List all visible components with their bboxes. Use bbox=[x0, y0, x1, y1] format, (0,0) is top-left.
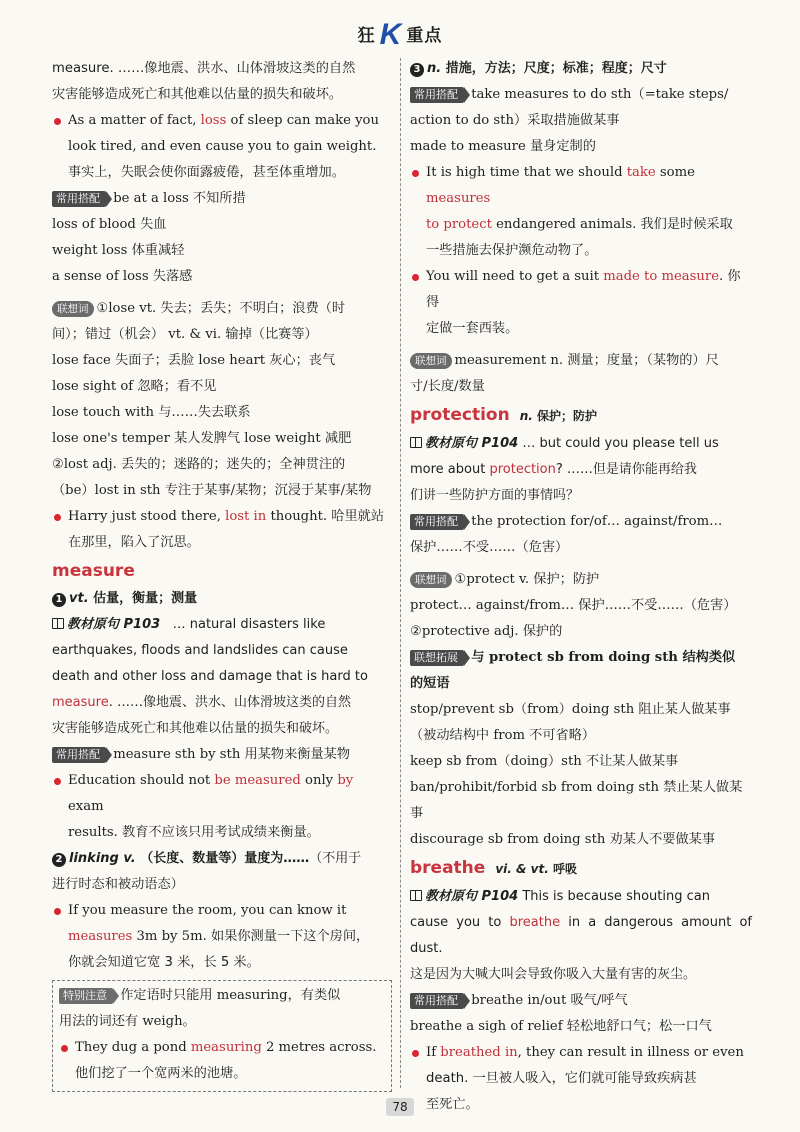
header-left: 狂 bbox=[357, 26, 376, 46]
right-column: 3 n. 措施，方法；尺度；标准；程度；尺寸 常用搭配 take measures to do sth（=take steps/ action to do sth）采取措施做某事 made to measure 量身定制的 It is high time that we should take some measures to protect endangered animals. 我们是时候采取 一些措施去保护濒危动物了。 You will need to get a suit made to measure. 你得 定做一套西装。 联想词 measurement n. 测量；度量；（某物的）尺 寸/长度/数量 protection n. 保护；防护 教材原句 P104 … but could you please tell us more about protection? ……但是请你能再给我 们讲一些防护方面的事情吗？ 常用搭配 the protection for/of… against/from… 保护……不受……（危害） 联想词 ①protect v. 保护；防护 protect… against/from… 保护……不受……（危害） ②protective adj. 保护的 联想拓展 与 protect sb from doing sth 结构类似 的短语 stop/prevent sb（from）doing sth 阻止某人做某事 （被动结构中 from 不可省略） keep sb from（doing）sth 不让某人做某事 ban/prohibit/forbid sb from doing sth 禁止某人做某事 discourage sb from doing sth 劝某人不要做某事 breathe vi. & vt. 呼吸 教材原句 P104 This is because shouting can cause you to breathe in a dangerous amount of dust. 这是因为大喊大叫会导致你吸入大量有害的灰尘。 常用搭配 breathe in/out 吸气/呼气 breathe a sigh of relief 轻松地舒口气；松一口气 If breathed in, they can result in illness or even death. 一旦被人吸入，它们就可能导致疾病甚 至死亡。 bbox=[410, 56, 752, 1088]
textbook-quote-protection: 教材原句 P104 … but could you please tell us more about protection? ……但是请你能再给我 们讲一些防护方面的事情吗？ bbox=[410, 436, 719, 503]
text-line: measure. ……像地震、洪水、山体滑坡这类的自然 bbox=[52, 61, 356, 76]
book-icon bbox=[410, 437, 422, 448]
entry-heading-protection: protection n. 保护；防护 bbox=[410, 405, 598, 425]
column-divider bbox=[400, 58, 401, 1088]
page-number: 78 bbox=[386, 1098, 413, 1116]
example-breathed-in: If breathed in, they can result in illness or even death. 一旦被人吸入，它们就可能导致疾病甚 至死亡。 bbox=[410, 1040, 752, 1118]
page-header bbox=[0, 18, 800, 52]
sense-3: 3 n. 措施，方法；尺度；标准；程度；尺寸 bbox=[410, 56, 752, 82]
collocation-tag: 常用搭配 bbox=[52, 191, 106, 207]
entry-heading-breathe: breathe vi. & vt. 呼吸 bbox=[410, 858, 577, 878]
header-k-logo: K bbox=[379, 18, 403, 51]
left-column: measure. ……像地震、洪水、山体滑坡这类的自然 灾害能够造成死亡和其他难以估量的损失和破坏。 As a matter of fact, loss of sleep can make you look tired, and even cause you to gain weight. 事实上，失眠会使你面露疲倦，甚至体重增加。 常用搭配 be at a loss 不知所措 loss of blood 失血 weight loss 体重减轻 a sense of loss 失落感 联想词 ①lose vt. 失去；丢失；不明白；浪费（时 间）；错过（机会） vt. & vi. 输掉（比赛等） lose face 失面子；丢脸 lose heart 灰心；丧气 lose sight of 忽略；看不见 lose touch with 与……失去联系 lose one's temper 某人发脾气 lose weight 减肥 ②lost adj. 丢失的；迷路的；迷失的；全神贯注的 （be）lost in sth 专注于某事/某物；沉浸于某事/某物 Harry just stood there, lost in thought. 哈里就站 在那里，陷入了沉思。 measure 1 vt. 估量，衡量；测量 教材原句 P103 … natural disasters like earthquakes, floods and landslides can cause death and other loss and damage that is hard to measure. ……像地震、洪水、山体滑坡这类的自然 灾害能够造成死亡和其他难以估量的损失和破坏。 常用搭配 measure sth by sth 用某物来衡量某物 Education should not be measured only by exam results. 教育不应该只用考试成绩来衡量。 2 linking v. （长度、数量等）量度为……（不用于 进行时态和被动语态） If you measure the room, you can know it measures 3m by 5m. 如果你测量一下这个房间， 你就会知道它宽 3 米，长 5 米。 特别注意 作定语时只能用 measuring，有类似 用法的词还有 weigh。 They dug a pond measuring 2 metres across. 他们挖了一个宽两米的池塘。 bbox=[52, 56, 392, 1088]
sense-1: 1 vt. 估量，衡量；测量 bbox=[52, 586, 392, 612]
header-right: 重点 bbox=[406, 26, 443, 46]
association-tag: 联想词 bbox=[52, 301, 94, 317]
page-footer bbox=[0, 1096, 800, 1116]
book-icon bbox=[52, 618, 64, 629]
book-icon bbox=[410, 890, 422, 901]
special-note-tag: 特别注意 bbox=[59, 988, 113, 1004]
example-measures-room: If you measure the room, you can know it measures 3m by 5m. 如果你测量一下这个房间， 你就会知道它宽 3 米，长 5 米。 bbox=[52, 898, 392, 976]
extension-tag: 联想拓展 bbox=[410, 650, 464, 666]
example-measured-by: Education should not be measured only by exam results. 教育不应该只用考试成绩来衡量。 bbox=[52, 768, 392, 846]
example-loss-sleep: As a matter of fact, loss of sleep can make you look tired, and even cause you to gain weight. 事实上，失眠会使你面露疲倦，甚至体重增加。 bbox=[52, 108, 392, 186]
example-take-measures: It is high time that we should take some measures to protect endangered animals. 我们是时候采取 一些措施去保护濒危动物了。 bbox=[410, 160, 752, 264]
sense-2: 2 linking v. （长度、数量等）量度为……（不用于 bbox=[52, 846, 392, 872]
example-made-to-measure: You will need to get a suit made to measure. 你得 定做一套西装。 bbox=[410, 264, 752, 342]
example-lost-in: Harry just stood there, lost in thought. 哈里就站 在那里，陷入了沉思。 bbox=[52, 504, 392, 556]
text-line: 灾害能够造成死亡和其他难以估量的损失和破坏。 bbox=[52, 87, 343, 102]
special-note-box: 特别注意 作定语时只能用 measuring，有类似 用法的词还有 weigh。 They dug a pond measuring 2 metres across. 他们挖了一个宽两米的池塘。 bbox=[52, 980, 392, 1092]
entry-heading-measure: measure bbox=[52, 561, 135, 581]
textbook-quote-breathe: 教材原句 P104 This is because shouting can cause you to breathe in a dangerous amount of dust. 这是因为大喊大叫会导致你吸入大量有害的灰尘。 bbox=[410, 889, 752, 982]
example-measuring: They dug a pond measuring 2 metres across. 他们挖了一个宽两米的池塘。 bbox=[59, 1035, 385, 1087]
textbook-quote-measure: 教材原句 P103 … natural disasters like earthquakes, floods and landslides can cause death and other loss and damage that is hard to measure. ……像地震、洪水、山体滑坡这类的自然 灾害能够造成死亡和其他难以估量的损失和破坏。 bbox=[52, 617, 368, 736]
